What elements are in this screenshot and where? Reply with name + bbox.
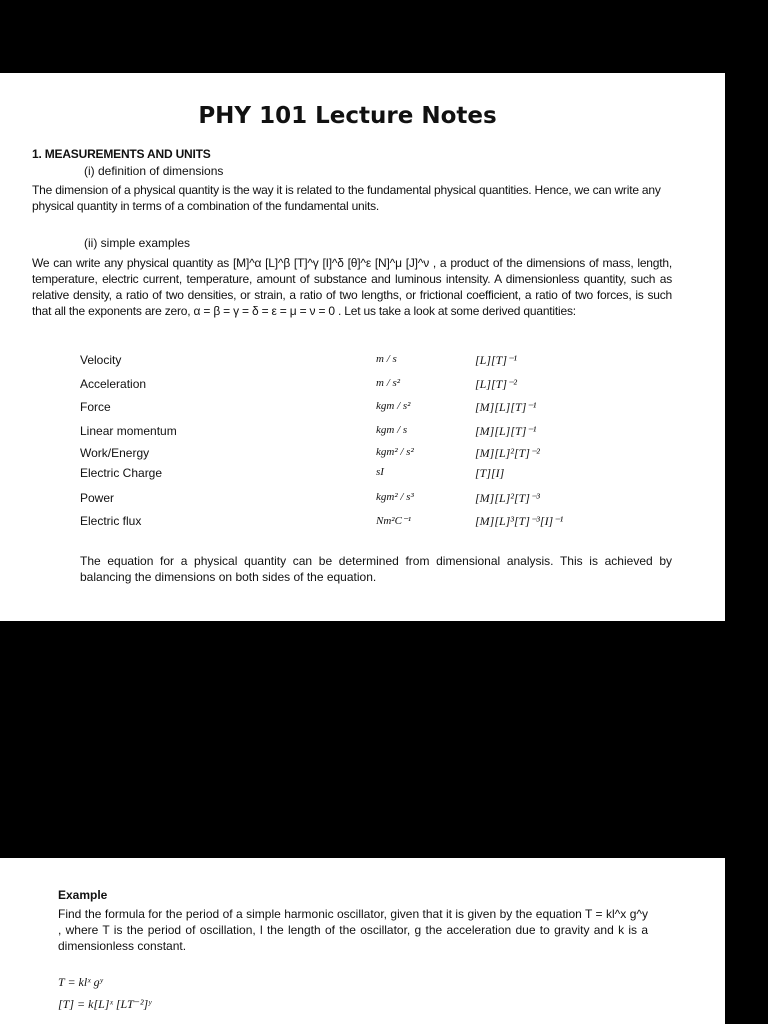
quantity-unit: kgm / s² — [376, 400, 411, 412]
document-page-2 — [0, 858, 725, 1024]
document-page-1 — [0, 73, 725, 621]
paragraph-examples: We can write any physical quantity as [M]^α [L]^β [T]^γ [I]^δ [θ]^ε [N]^μ [J]^ν , a product of the dimensions of mass, length, temperature, electric current, temperature, amount of substance and luminous intensity. A dimensionless quantity, such as relative density, a ratio of two densities, or strain, a ratio of two lengths, or frictional coefficient, a ratio of two forces, is such that all the exponents are zero, α = β = γ = δ = ε = μ = ν = 0 . Let us take a look at some derived quantities: — [32, 256, 672, 318]
quantity-name: Power — [80, 491, 115, 505]
subheading-examples: (ii) simple examples — [84, 236, 191, 250]
quantity-name: Velocity — [80, 353, 122, 367]
equation-period: T = klˣ gʸ — [58, 975, 103, 989]
quantity-name: Work/Energy — [80, 446, 150, 460]
quantity-name: Force — [80, 400, 111, 414]
table-row — [80, 353, 680, 371]
page-title: PHY 101 Lecture Notes — [198, 103, 497, 129]
quantity-name: Electric Charge — [80, 466, 163, 480]
table-row — [80, 466, 680, 484]
table-row — [80, 377, 680, 395]
quantity-dimension: [L][T]⁻¹ — [475, 353, 517, 367]
example-heading: Example — [58, 888, 108, 902]
quantity-unit: kgm² / s³ — [376, 491, 414, 503]
table-row — [80, 400, 680, 418]
quantity-unit: sI — [376, 466, 384, 478]
quantity-dimension: [M][L][T]⁻¹ — [475, 424, 537, 438]
example-paragraph: Find the formula for the period of a simple harmonic oscillator, given that it is given by the equation T = kl^x g^y , where T is the period of oscillation, l the length of the oscillator, g the acceleration due to gravity and k is a dimensionless constant. — [58, 907, 648, 953]
quantity-unit: m / s — [376, 353, 397, 365]
paragraph-dimensional-analysis: The equation for a physical quantity can be determined from dimensional analysis. This is achieved by balancing the dimensions on both sides of the equation. — [80, 554, 672, 584]
quantity-dimension: [L][T]⁻² — [475, 377, 517, 391]
quantity-dimension: [M][L]²[T]⁻³ — [475, 491, 540, 505]
quantity-unit: kgm / s — [376, 424, 408, 436]
quantity-dimension: [T][I] — [475, 466, 505, 480]
quantity-name: Linear momentum — [80, 424, 177, 438]
quantity-dimension: [M][L]²[T]⁻² — [475, 446, 540, 460]
subheading-definition: (i) definition of dimensions — [84, 164, 224, 178]
quantity-name: Acceleration — [80, 377, 147, 391]
quantity-name: Electric flux — [80, 514, 142, 528]
section-heading: 1. MEASUREMENTS AND UNITS — [32, 147, 211, 161]
table-row — [80, 491, 680, 509]
quantity-dimension: [M][L][T]⁻¹ — [475, 400, 537, 414]
quantity-unit: kgm² / s² — [376, 446, 414, 458]
paragraph-definition: The dimension of a physical quantity is the way it is related to the fundamental physical quantities. Hence, we can write any physical quantity in terms of a combination of the fundamental units. — [32, 183, 661, 213]
table-row — [80, 514, 680, 532]
quantity-unit: Nm²C⁻¹ — [376, 515, 412, 527]
table-row — [80, 446, 680, 464]
table-row — [80, 424, 680, 442]
quantity-unit: m / s² — [376, 377, 401, 389]
equation-dimensions: [T] = k[L]ˣ [LT⁻²]ʸ — [58, 997, 152, 1011]
quantity-dimension: [M][L]³[T]⁻³[I]⁻¹ — [475, 514, 564, 528]
